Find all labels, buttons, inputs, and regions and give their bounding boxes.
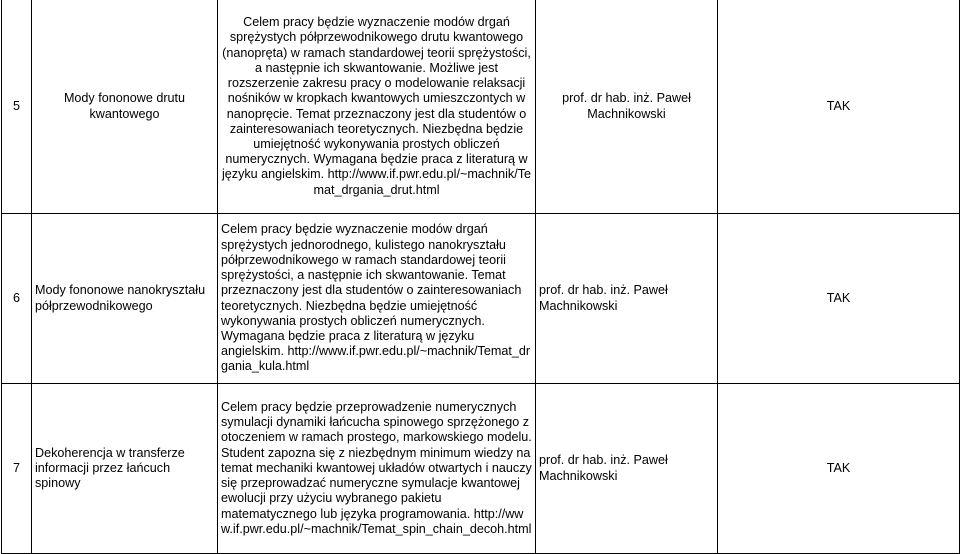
table-row <box>2 384 960 554</box>
topic-description-cell <box>218 0 536 214</box>
topic-status: TAK <box>718 0 960 214</box>
thesis-topics-table <box>1 0 960 554</box>
topic-title: Mody fononowe nanokryształu półprzewodnikowego <box>32 214 218 384</box>
table-row <box>2 214 960 384</box>
topic-link[interactable]: http://www.if.pwr.edu.pl/~machnik/Temat_drgania_drut.html <box>313 167 532 197</box>
topic-status: TAK <box>718 384 960 554</box>
topic-title: Mody fononowe drutu kwantowego <box>32 0 218 214</box>
topic-link[interactable]: http://www.if.pwr.edu.pl/~machnik/Temat_drgania_kula.html <box>221 344 531 374</box>
topic-supervisor: prof. dr hab. inż. Paweł Machnikowski <box>536 384 718 554</box>
table-row <box>2 0 960 214</box>
topic-description: Celem pracy będzie wyznaczenie modów drgań sprężystych półprzewodnikowego drutu kwantowego (nanopręta) w ramach standardowej teorii sprężystości, a następnie ich skwantowanie. Możliwe jest rozszerzenie zakresu pracy o modelowanie relaksacji nośników w kropkach kwantowych umieszczontych w nanopręcie. Temat przeznaczony jest dla studentów o zainteresowaniach teoretycznych. Niezbędna będzie umiejętność wykonywania prostych obliczeń numerycznych. Wymagana będzie praca z literaturą w języku angielskim. <box>221 15 531 182</box>
topic-number: 7 <box>2 384 32 554</box>
topic-title: Dekoherencja w transferze informacji przez łańcuch spinowy <box>32 384 218 554</box>
topic-number: 6 <box>2 214 32 384</box>
topic-status: TAK <box>718 214 960 384</box>
topic-description-cell <box>218 384 536 554</box>
topic-description: Celem pracy będzie przeprowadzenie numerycznych symulacji dynamiki łańcucha spinowego sprzężonego z otoczeniem w ramach prostego, markowskiego modelu. Student zapozna się z niezbędnym minimum wiedzy na temat mechaniki kwantowej układów otwartych i nauczy się przeprowadzać numeryczne symulacje kwantowej ewolucji przy użyciu wybranego pakietu matematycznego lub języka programowania. <box>221 400 532 521</box>
topic-supervisor: prof. dr hab. inż. Paweł Machnikowski <box>536 214 718 384</box>
topic-link[interactable]: http://www.if.pwr.edu.pl/~machnik/Temat_spin_chain_decoh.html <box>221 506 532 536</box>
topic-description-cell <box>218 214 536 384</box>
topic-supervisor: prof. dr hab. inż. Paweł Machnikowski <box>536 0 718 214</box>
topic-number: 5 <box>2 0 32 214</box>
topic-description: Celem pracy będzie wyznaczenie modów drgań sprężystych jednorodnego, kulistego nanokryształu półprzewodnikowego w ramach standardowej teorii sprężystości, a następnie ich skwantowanie. Temat przeznaczony jest dla studentów o zainteresowaniach teoretycznych. Niezbędna będzie umiejętność wykonywania prostych obliczeń numerycznych. Wymagana będzie praca z literaturą w języku angielskim. <box>221 222 522 359</box>
